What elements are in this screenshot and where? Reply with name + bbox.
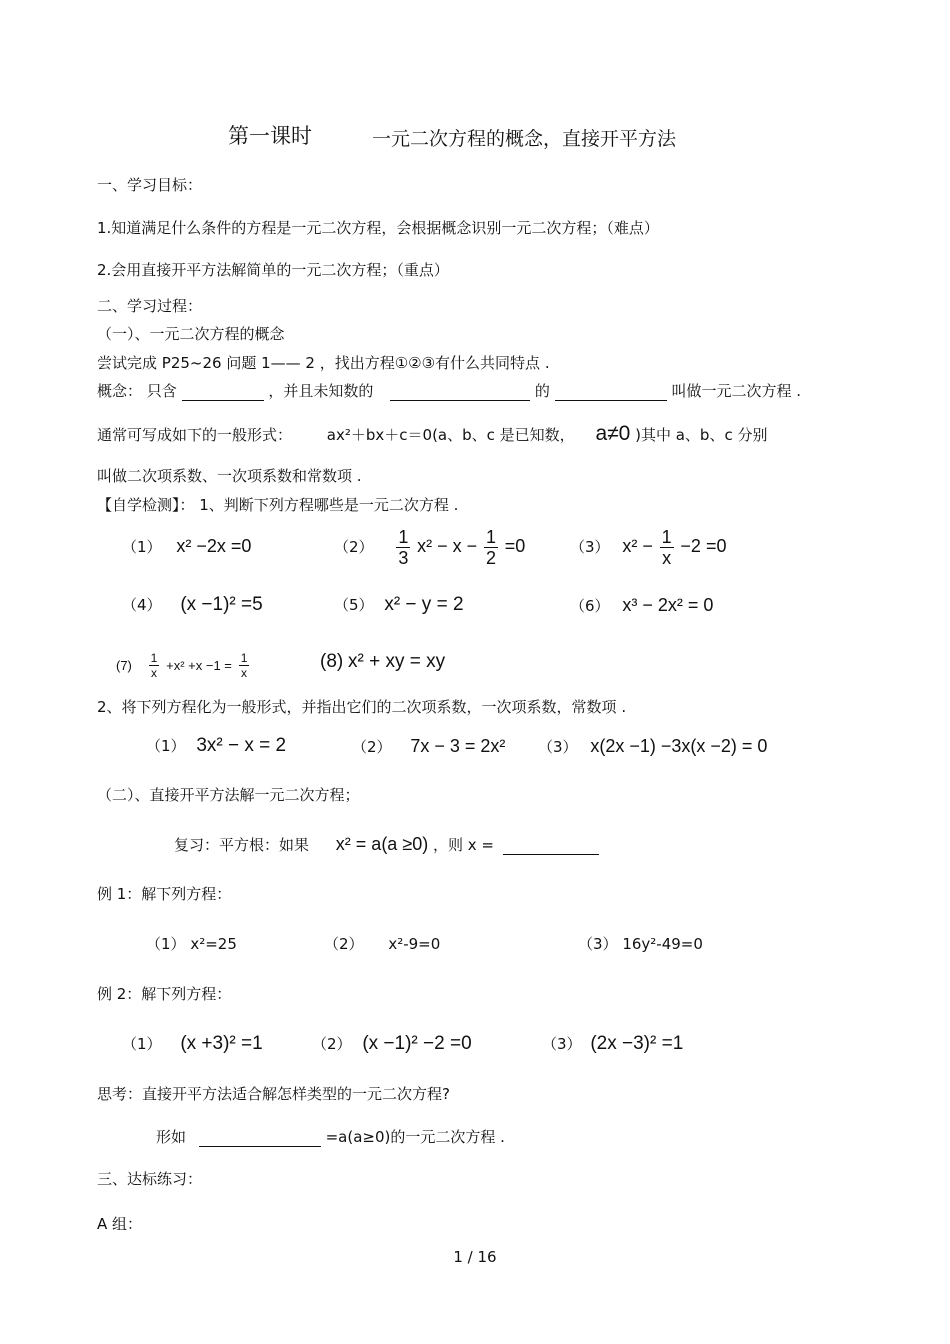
ex2-item-1-num: （1） bbox=[122, 1035, 162, 1053]
q1-item-4-num: （4） bbox=[122, 596, 162, 614]
form-like-line bbox=[156, 1127, 505, 1147]
concept-end: 叫做一元二次方程 . bbox=[671, 382, 802, 400]
q1-item-7-mid: +x² +x −1 = bbox=[166, 658, 232, 673]
goal-1: 1.知道满足什么条件的方程是一元二次方程，会根据概念识别一元二次方程；（难点） bbox=[97, 219, 659, 237]
try-text: 尝试完成 P25~26 问题 1—— 2 ，找出方程①②③有什么共同特点 . bbox=[97, 354, 550, 372]
q2-item-2-num: （2） bbox=[352, 738, 392, 756]
ex2-item-2-eq: (x −1)² −2 =0 bbox=[362, 1033, 472, 1054]
q1-item-4-eq: (x −1)² =5 bbox=[180, 594, 263, 615]
frac-denominator: 3 bbox=[398, 548, 409, 568]
example-1-label: 例 1：解下列方程： bbox=[97, 885, 232, 903]
q1-item-7-frac-2 bbox=[239, 651, 250, 680]
review-line bbox=[174, 834, 599, 855]
general-form-condition: a≠0 bbox=[595, 422, 631, 445]
review-label: 复习：平方根：如果 bbox=[174, 836, 310, 854]
form-like-blank bbox=[199, 1130, 321, 1147]
q2-item-1-num: （1） bbox=[146, 737, 186, 755]
group-a-label: A 组： bbox=[97, 1215, 143, 1233]
q1-item-3-num: （3） bbox=[570, 538, 610, 556]
q1-item-1-num: （1） bbox=[122, 538, 162, 556]
ex1-item-2 bbox=[324, 934, 440, 954]
q2-item-3-eq: x(2x −1) −3x(x −2) = 0 bbox=[590, 736, 768, 756]
q1-item-2-frac-2 bbox=[484, 527, 498, 568]
ex2-item-1 bbox=[122, 1034, 263, 1054]
q1-item-6-eq: x³ − 2x² = 0 bbox=[622, 595, 714, 615]
section-heading-practice: 三、达标练习： bbox=[97, 1170, 203, 1188]
review-blank bbox=[503, 838, 599, 855]
example-2-label: 例 2：解下列方程： bbox=[97, 985, 232, 1003]
ex2-item-2 bbox=[312, 1034, 472, 1054]
concept-line bbox=[97, 381, 801, 401]
q2-item-1-eq: 3x² − x = 2 bbox=[196, 735, 287, 756]
q1-item-5-eq: x² − y = 2 bbox=[384, 594, 464, 615]
frac-numerator: 1 bbox=[398, 527, 409, 547]
think-question: 思考：直接开平方法适合解怎样类型的一元二次方程? bbox=[97, 1085, 450, 1103]
q1-item-4 bbox=[122, 595, 263, 615]
q1-item-1 bbox=[122, 536, 251, 557]
ex2-item-3 bbox=[542, 1034, 683, 1054]
q1-item-2-mid: x² − x − bbox=[417, 536, 478, 556]
frac-denominator: x bbox=[151, 666, 158, 680]
q1-item-8 bbox=[320, 652, 445, 672]
ex1-item-1-num: （1） bbox=[146, 935, 186, 953]
q1-item-3-post: −2 =0 bbox=[680, 536, 727, 556]
section-heading-goals: 一、学习目标： bbox=[97, 176, 203, 194]
q1-item-3-pre: x² − bbox=[622, 536, 653, 556]
q1-item-5 bbox=[334, 595, 464, 615]
ex1-item-3-eq: 16y²-49=0 bbox=[622, 935, 703, 953]
ex2-item-2-num: （2） bbox=[312, 1035, 352, 1053]
ex1-item-2-eq: x²-9=0 bbox=[388, 935, 441, 953]
q1-item-2-num: （2） bbox=[334, 538, 374, 556]
form-like-label: 形如 bbox=[156, 1128, 187, 1146]
ex2-item-3-eq: (2x −3)² =1 bbox=[590, 1033, 684, 1054]
concept-mid-2: 的 bbox=[534, 382, 550, 400]
q1-item-7-num: (7) bbox=[116, 658, 132, 673]
general-form-line bbox=[97, 424, 767, 445]
lesson-label: 第一课时 bbox=[228, 124, 312, 148]
concept-blank-2 bbox=[390, 384, 530, 401]
concept-label: 概念： 只含 bbox=[97, 382, 177, 400]
frac-denominator: 2 bbox=[485, 548, 496, 568]
frac-numerator: 1 bbox=[240, 651, 248, 665]
q1-item-2-post: =0 bbox=[504, 536, 526, 556]
concept-mid-1: ，并且未知数的 bbox=[268, 382, 374, 400]
page-number: 1 / 16 bbox=[453, 1248, 497, 1266]
subsection-direct-root: （二）、直接开平方法解一元二次方程； bbox=[97, 786, 360, 804]
general-form-formula: ax²＋bx＋c＝0(a、b、c 是已知数， bbox=[326, 426, 575, 444]
q1-item-7-frac-1 bbox=[149, 651, 160, 680]
q1-item-6 bbox=[570, 595, 713, 616]
frac-denominator: x bbox=[241, 666, 248, 680]
general-form-suffix: )其中 a、b、c 分别 bbox=[635, 426, 768, 444]
ex1-item-3 bbox=[578, 934, 703, 954]
q1-item-2-frac-1 bbox=[396, 527, 410, 568]
ex1-item-3-num: （3） bbox=[578, 935, 618, 953]
q1-item-5-num: （5） bbox=[334, 596, 374, 614]
page-title: 一元二次方程的概念，直接开平方法 bbox=[372, 128, 677, 150]
q1-item-8-num: (8) bbox=[320, 651, 344, 672]
review-then: ，则 x = bbox=[433, 836, 494, 854]
q2-item-2 bbox=[352, 736, 505, 757]
concept-blank-1 bbox=[182, 384, 264, 401]
frac-denominator: x bbox=[662, 548, 672, 568]
self-test-heading: 【自学检测】： 1、判断下列方程哪些是一元二次方程 . bbox=[97, 496, 459, 514]
ex1-item-2-num: （2） bbox=[324, 935, 364, 953]
subsection-concept: （一）、一元二次方程的概念 bbox=[97, 325, 285, 343]
section-heading-process: 二、学习过程： bbox=[97, 297, 203, 315]
q2-item-2-eq: 7x − 3 = 2x² bbox=[410, 736, 506, 756]
review-eq: x² = a(a ≥0) bbox=[335, 834, 429, 854]
q1-item-3 bbox=[570, 526, 726, 568]
q1-item-7 bbox=[116, 648, 251, 683]
q1-item-1-eq: x² −2x =0 bbox=[176, 536, 252, 556]
ex2-item-1-eq: (x +3)² =1 bbox=[180, 1033, 263, 1054]
q1-item-6-num: （6） bbox=[570, 597, 610, 615]
q2-text: 2、将下列方程化为一般形式，并指出它们的二次项系数，一次项系数，常数项 . bbox=[97, 698, 627, 716]
q2-item-3-num: （3） bbox=[538, 738, 578, 756]
frac-numerator: 1 bbox=[150, 651, 158, 665]
goal-2: 2.会用直接开平方法解简单的一元二次方程；（重点） bbox=[97, 261, 449, 279]
general-form-line-2: 叫做二次项系数、一次项系数和常数项 . bbox=[97, 467, 362, 485]
q1-item-8-eq: x² + xy = xy bbox=[348, 651, 446, 672]
frac-numerator: 1 bbox=[485, 527, 496, 547]
ex1-item-1-eq: x²=25 bbox=[190, 935, 237, 953]
q1-item-3-frac bbox=[660, 527, 674, 568]
general-form-prefix: 通常可写成如下的一般形式： bbox=[97, 426, 293, 444]
q2-item-3 bbox=[538, 736, 767, 757]
concept-blank-3 bbox=[555, 384, 667, 401]
frac-numerator: 1 bbox=[661, 527, 672, 547]
q1-item-2 bbox=[334, 526, 525, 568]
ex2-item-3-num: （3） bbox=[542, 1035, 582, 1053]
form-like-rest: =a(a≥0)的一元二次方程 . bbox=[325, 1128, 505, 1146]
q2-item-1 bbox=[146, 736, 286, 756]
ex1-item-1 bbox=[146, 934, 237, 954]
